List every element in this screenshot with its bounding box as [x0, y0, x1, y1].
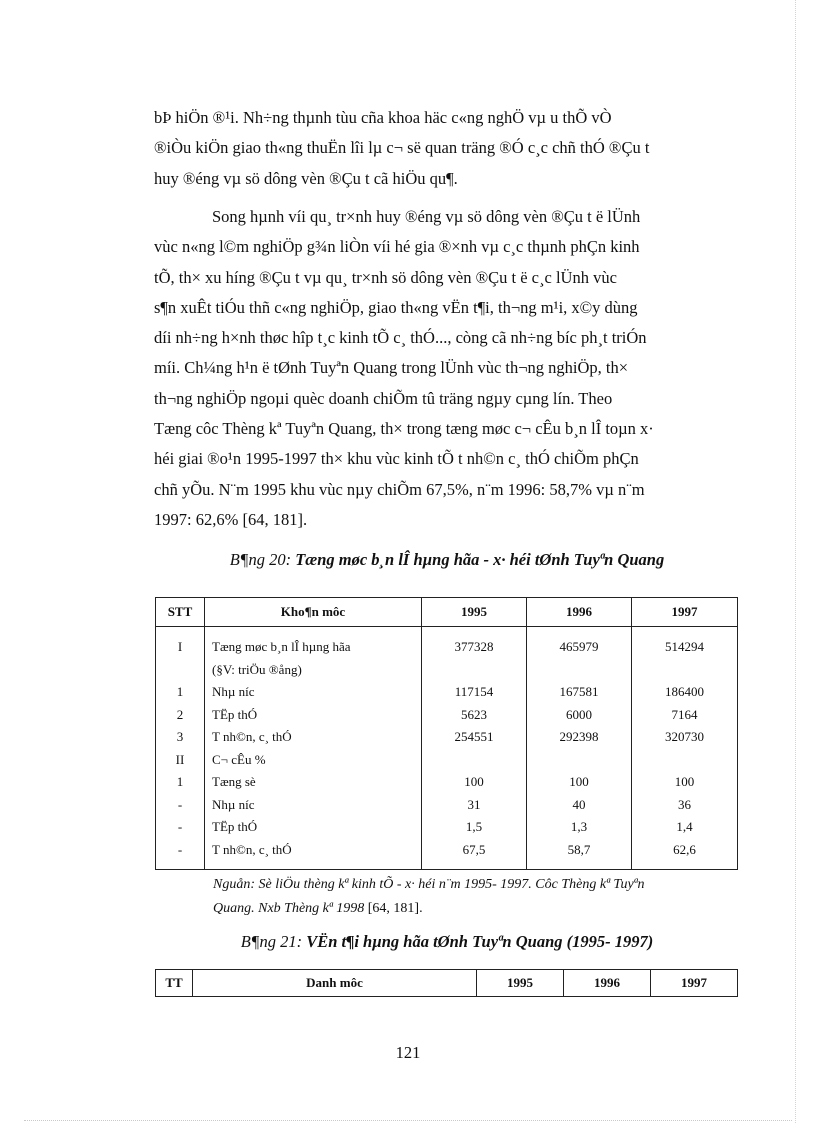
row-value: 320730 [632, 726, 738, 749]
table-20 [155, 597, 738, 870]
header-stt: STT [156, 598, 205, 627]
text-line: 1997: 62,6% [64, 181]. [154, 509, 308, 529]
table-row [156, 704, 738, 727]
row-value: 186400 [632, 681, 738, 704]
row-item: Nhµ níc [205, 681, 422, 704]
text-line: Song hµnh víi qu¸ tr×nh huy ®éng vµ sö dông vèn ®Çu t ë lÜnh [212, 207, 641, 226]
row-item: (§V: triÖu ®ång) [205, 659, 422, 682]
table-21-caption [154, 932, 740, 952]
header-item: Kho¶n môc [205, 598, 422, 627]
row-value: 62,6 [632, 839, 738, 870]
table-20-source [213, 873, 745, 921]
page-number: 121 [395, 1043, 421, 1062]
row-index: - [156, 816, 205, 839]
row-value: 100 [422, 771, 527, 794]
row-value: 40 [527, 794, 632, 817]
row-item: Tæng sè [205, 771, 422, 794]
table-row [156, 681, 738, 704]
table-row [156, 816, 738, 839]
row-value: 100 [632, 771, 738, 794]
text-line: tÕ, th× xu híng ®Çu t vµ qu¸ tr×nh sö dông vèn ®Çu t ë c¸c lÜnh vùc [154, 267, 617, 287]
row-index: 3 [156, 726, 205, 749]
text-line: míi. Ch¼ng h¹n ë tØnh Tuyªn Quang trong lÜnh vùc th¬ng nghiÖp, th× [154, 358, 629, 378]
row-value: 58,7 [527, 839, 632, 870]
text-line: ®iÒu kiÖn giao th«ng thuËn lîi lµ c¬ së quan träng ®Ó c¸c chñ thÓ ®Çu t [154, 138, 650, 158]
table-row [156, 627, 738, 659]
row-item: T nh©n, c¸ thÓ [205, 726, 422, 749]
row-value [527, 749, 632, 772]
header-tt: TT [156, 970, 193, 997]
header-1997: 1997 [632, 598, 738, 627]
text-line: héi giai ®o¹n 1995-1997 th× khu vùc kinh tÕ t nh©n c¸ thÓ chiÕm phÇn [154, 449, 639, 469]
text-line: huy ®éng vµ sö dông vèn ®Çu t cã hiÖu qu¶. [154, 168, 458, 188]
row-value: 100 [527, 771, 632, 794]
table-row [156, 794, 738, 817]
row-value [422, 659, 527, 682]
source-line [213, 897, 745, 921]
table-row [156, 726, 738, 749]
paragraph-2 [154, 202, 740, 535]
row-value: 377328 [422, 627, 527, 659]
table-header-row [156, 970, 738, 997]
row-value: 465979 [527, 627, 632, 659]
row-index [156, 659, 205, 682]
row-index: - [156, 794, 205, 817]
row-index: - [156, 839, 205, 870]
paragraph-1 [154, 103, 740, 194]
row-index: 1 [156, 681, 205, 704]
source-reference: [64, 181]. [364, 901, 423, 916]
row-value: 514294 [632, 627, 738, 659]
row-value [527, 659, 632, 682]
row-value: 292398 [527, 726, 632, 749]
text-line: bÞ hiÖn ®¹i. Nh÷ng thµnh tùu cña khoa häc c«ng nghÖ vµ u thÕ vÒ [154, 108, 612, 127]
text-line: th¬ng nghiÖp ngoµi quèc doanh chiÕm tû träng ngµy cµng lín. Theo [154, 388, 613, 408]
source-line: Nguån: Sè liÖu thèng kª kinh tÕ - x· héi n¨m 1995- 1997. Côc Thèng kª Tuyªn [213, 877, 645, 892]
row-value: 6000 [527, 704, 632, 727]
table-header-row [156, 598, 738, 627]
row-value [422, 749, 527, 772]
row-item: TËp thÓ [205, 816, 422, 839]
table-row [156, 839, 738, 870]
row-index: 1 [156, 771, 205, 794]
table-row [156, 659, 738, 682]
row-index: 2 [156, 704, 205, 727]
row-index: I [156, 627, 205, 659]
row-item: TËp thÓ [205, 704, 422, 727]
caption-title: VËn t¶i hµng hãa tØnh Tuyªn Quang (1995- 1997) [306, 932, 654, 951]
header-1996: 1996 [527, 598, 632, 627]
row-value: 1,4 [632, 816, 738, 839]
row-value: 5623 [422, 704, 527, 727]
page-bottom-border [24, 1120, 792, 1121]
row-value: 36 [632, 794, 738, 817]
header-1997: 1997 [651, 970, 738, 997]
row-value: 117154 [422, 681, 527, 704]
row-value: 7164 [632, 704, 738, 727]
row-value [632, 749, 738, 772]
row-item: T nh©n, c¸ thÓ [205, 839, 422, 870]
row-item: Tæng møc b¸n lÎ hµng hãa [205, 627, 422, 659]
text-line: s¶n xuÊt tiÓu thñ c«ng nghiÖp, giao th«ng vËn t¶i, th¬ng m¹i, x©y dùng [154, 297, 638, 317]
table-row [156, 771, 738, 794]
header-1995: 1995 [422, 598, 527, 627]
table-row [156, 749, 738, 772]
row-value: 167581 [527, 681, 632, 704]
text-line: vùc n«ng l©m nghiÖp g¾n liÒn víi hé gia ®×nh vµ c¸c thµnh phÇn kinh [154, 237, 640, 257]
row-value: 1,3 [527, 816, 632, 839]
row-item: C¬ cÊu % [205, 749, 422, 772]
caption-prefix: B¶ng 20: [229, 550, 296, 569]
source-text: Quang. Nxb Thèng kª 1998 [213, 901, 365, 916]
page-right-border [795, 0, 796, 1123]
caption-prefix: B¶ng 21: [240, 932, 307, 951]
row-value: 67,5 [422, 839, 527, 870]
header-1996: 1996 [564, 970, 651, 997]
row-value [632, 659, 738, 682]
table-20-body [156, 627, 738, 870]
text-line: chñ yÕu. N¨m 1995 khu vùc nµy chiÕm 67,5%, n¨m 1996: 58,7% vµ n¨m [154, 479, 645, 499]
row-item: Nhµ níc [205, 794, 422, 817]
text-line: Tæng côc Thèng kª Tuyªn Quang, th× trong tæng møc c¬ cÊu b¸n lÎ toµn x· [154, 419, 654, 439]
text-line: díi nh÷ng h×nh thøc hîp t¸c kinh tÕ c¸ thÓ..., còng cã nh÷ng bíc ph¸t triÓn [154, 328, 647, 348]
row-value: 31 [422, 794, 527, 817]
row-value: 1,5 [422, 816, 527, 839]
row-index: II [156, 749, 205, 772]
table-21 [155, 969, 738, 997]
table-20-caption [154, 550, 740, 570]
caption-title: Tæng møc b¸n lÎ hµng hãa - x· héi tØnh Tuyªn Quang [295, 550, 665, 569]
row-value: 254551 [422, 726, 527, 749]
header-category: Danh môc [193, 970, 477, 997]
header-1995: 1995 [477, 970, 564, 997]
